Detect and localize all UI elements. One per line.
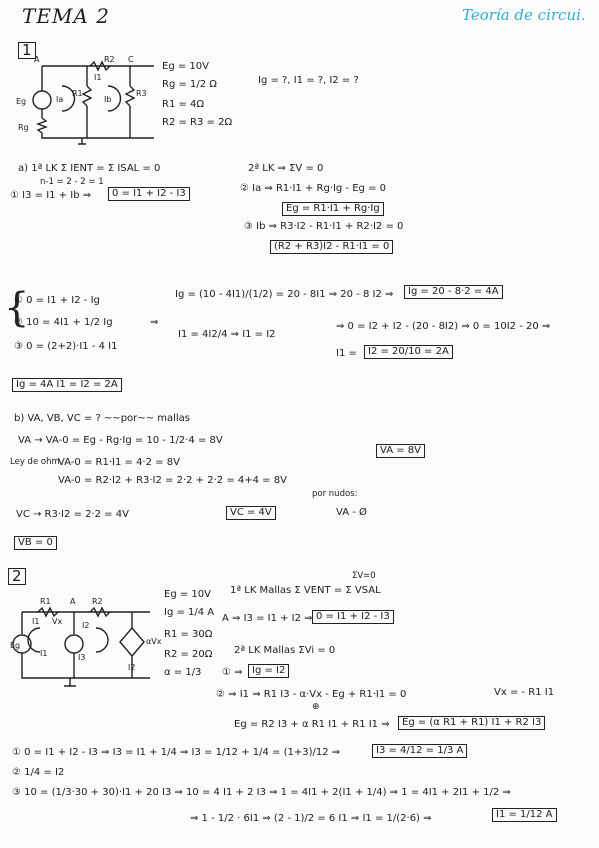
p1a-eq1: ① I3 = I1 + Ib ⇒ [10, 190, 92, 201]
p2-given-0: Eg = 10V [164, 589, 211, 600]
p1b-note2: VA - Ø [336, 507, 367, 518]
p1a-system-brace: { [4, 285, 30, 331]
circuit-1-label-r1: R1 [72, 89, 83, 98]
p2-given-4: α = 1/3 [164, 667, 202, 678]
problem-2-number: 2 [8, 568, 26, 585]
circuit-1-label-a: A [34, 55, 40, 64]
p1a-ig-expr: Ig = (10 - 4I1)/(1/2) = 20 - 8I1 ⇒ 20 - 8 I2 ⇒ [175, 289, 394, 300]
p1a-i1-expr: I1 = 4I2/4 ⇒ I1 = I2 [178, 329, 276, 340]
p2-sys2: ② 1/4 = I2 [12, 767, 65, 778]
p2-sys3: ③ 10 = (1/3·30 + 30)·I1 + 20 I3 ⇒ 10 = 4 I1 + 2 I3 ⇒ 1 = 4I1 + 2(I1 + 1/4) ⇒ 1 = 4I1 + 2I1 + 1/2 ⇒ [12, 787, 511, 798]
p1a-header-right: 2ª LK ⇒ ΣV = 0 [248, 163, 324, 174]
circuit-1-label-c: C [128, 55, 134, 64]
p1-given-0: Eg = 10V [162, 61, 209, 72]
circuit-1-bottom-wire [42, 133, 154, 138]
p1a-i2-expr: I1 = [336, 348, 357, 359]
circuit-2-label-vx: Vx [52, 617, 63, 626]
p2-eq-mesh: ② ⇒ I1 ⇒ R1 I3 - α·Vx - Eg + R1·I1 = 0 [216, 689, 407, 700]
circuit-2-diagram [10, 592, 165, 692]
p2-vo: ΣV=0 [352, 571, 376, 581]
p2-eq-ig: ① ⇒ [222, 667, 243, 678]
p1b-note: por nudos: [312, 489, 358, 499]
p2-final-line: ⇒ 1 - 1/2 · 6I1 ⇒ (2 - 1)/2 = 6 I1 ⇒ I1 = 1/(2·6) ⇒ [190, 813, 432, 824]
circuit-1-label-ia: Ia [56, 95, 64, 104]
p1b-vb-box: VB = 0 [14, 536, 57, 550]
circuit-1-label-r3: R3 [136, 89, 147, 98]
circuit-2-ground [64, 678, 76, 686]
circuit-1-r1-resistor [83, 86, 91, 106]
circuit-2-label-r2: R2 [92, 597, 103, 606]
p2-eq-mesh2-box: Eg = (α R1 + R1) I1 + R2 I3 [398, 716, 545, 730]
circuit-1-label-rg: Rg [18, 123, 29, 132]
p1a-eq1-box: 0 = I1 + I2 - I3 [108, 187, 190, 201]
p2-final-box: I1 = 1/12 A [492, 808, 557, 822]
p1b-vc-line: VC → R3·I2 = 2·2 = 4V [16, 509, 129, 520]
circuit-2-label-i2b: I2 [128, 663, 136, 672]
p1a-eq2: ② Ia ⇒ R1·I1 + Rg·Ig - Eg = 0 [240, 183, 386, 194]
p1a-system-2: ③ 0 = (2+2)·I1 - 4 I1 [14, 341, 118, 352]
circuit-1-label-r2: R2 [104, 55, 115, 64]
p2-sys1: ① 0 = I1 + I2 - I3 ⇒ I3 = I1 + 1/4 ⇒ I3 = 1/12 + 1/4 = (1+3)/12 ⇒ [12, 747, 341, 758]
p1a-arrow: ⇒ [150, 317, 159, 328]
p1b-vc-box: VC = 4V [226, 506, 276, 520]
p2-given-3: R2 = 20Ω [164, 649, 213, 660]
circuit-2-label-i3: I3 [78, 653, 86, 662]
p1-given-2: R1 = 4Ω [162, 99, 205, 110]
p2-given-1: Ig = 1/4 A [164, 607, 215, 618]
circuit-2-label-a: A [70, 597, 76, 606]
subject-label: Teoría de circui. [462, 6, 586, 24]
p1b-va2: VA-0 = R1·I1 = 4·2 = 8V [58, 457, 180, 468]
p1b-header: b) VA, VB, VC = ? ~~por~~ mallas [14, 413, 190, 424]
circuit-2-mesh-3-arrow [96, 628, 108, 652]
p1a-system-0: ① 0 = I1 + I2 - Ig [14, 295, 100, 306]
p1-unknowns: Ig = ?, I1 = ?, I2 = ? [258, 75, 359, 86]
circuit-2-label-avx: αVx [146, 637, 162, 646]
p1a-eq2-box: Eg = R1·I1 + Rg·Ig [282, 202, 384, 216]
circuit-2-label-i2: I2 [82, 621, 90, 630]
circuit-1-diagram [12, 56, 162, 146]
p1-given-3: R2 = R3 = 2Ω [162, 117, 233, 128]
circuit-1-source-eg [33, 91, 51, 109]
circuit-1-label-eg: Eg [16, 97, 27, 106]
p2-sys1-box: I3 = 4/12 = 1/3 A [372, 744, 467, 758]
p1b-va1: VA → VA-0 = Eg - Rg·Ig = 10 - 1/2·4 = 8V [18, 435, 223, 446]
circuit-1-label-ib: Ib [104, 95, 112, 104]
circuit-2-label-eg: Eg [10, 641, 21, 650]
p1a-node-note: n-1 = 2 - 2 = 1 [40, 177, 104, 187]
p2-vx-def: Vx = - R1 I1 [494, 687, 555, 698]
p1b-va3: VA-0 = R2·I2 + R3·I2 = 2·2 + 2·2 = 4+4 = 8V [58, 475, 287, 486]
p1a-eq3-box: (R2 + R3)I2 - R1·I1 = 0 [270, 240, 393, 254]
circuit-1-rg-resistor [38, 118, 46, 133]
circuit-1-ground [78, 138, 86, 144]
p1a-ig-box: Ig = 20 - 8·2 = 4A [404, 285, 503, 299]
problem-1-number: 1 [18, 42, 36, 59]
p2-kcl-box: 0 = I1 + I2 - I3 [312, 610, 394, 624]
p1a-header-left: a) 1ª LK Σ IENT = Σ ISAL = 0 [18, 163, 161, 174]
p1a-eq3: ③ Ib ⇒ R3·I2 - R1·I1 + R2·I2 = 0 [244, 221, 404, 232]
p2-given-2: R1 = 30Ω [164, 629, 213, 640]
p1a-i2-box: I2 = 20/10 = 2A [364, 345, 453, 359]
circuit-2-label-i1: I1 [32, 617, 40, 626]
p2-crossed-mark: ⊕ [312, 702, 320, 712]
p2-eq-mesh2: Eg = R2 I3 + α R1 I1 + R1 I1 ⇒ [234, 719, 390, 730]
circuit-2-label-r1: R1 [40, 597, 51, 606]
p1a-system-1: ② 10 = 4I1 + 1/2 Ig [14, 317, 113, 328]
p1b-side-note: Ley de ohm [10, 457, 60, 467]
page-title: TEMA 2 [22, 4, 110, 28]
p1a-sub-expr: ⇒ 0 = I2 + I2 - (20 - 8I2) ⇒ 0 = 10I2 - 20 ⇒ [336, 321, 551, 332]
p1a-result-box: Ig = 4A I1 = I2 = 2A [12, 378, 122, 392]
p2-second-law: 2ª LK Mallas ΣVi = 0 [234, 645, 336, 656]
p1b-va-box: VA = 8V [376, 444, 425, 458]
p2-kcl-line: A ⇒ I3 = I1 + I2 ⇒ [222, 613, 313, 624]
circuit-1-label-i1: I1 [94, 73, 102, 82]
p2-eq-ig-box: Ig = I2 [248, 664, 289, 678]
circuit-2-source-ig [65, 635, 83, 653]
circuit-2-dependent-source [120, 628, 144, 656]
circuit-2-label-i1b: I1 [40, 649, 48, 658]
p1-given-1: Rg = 1/2 Ω [162, 79, 217, 90]
circuit-1-r3-resistor [126, 86, 134, 106]
p2-first-law: 1ª LK Mallas Σ VENT = Σ VSAL [230, 585, 381, 596]
